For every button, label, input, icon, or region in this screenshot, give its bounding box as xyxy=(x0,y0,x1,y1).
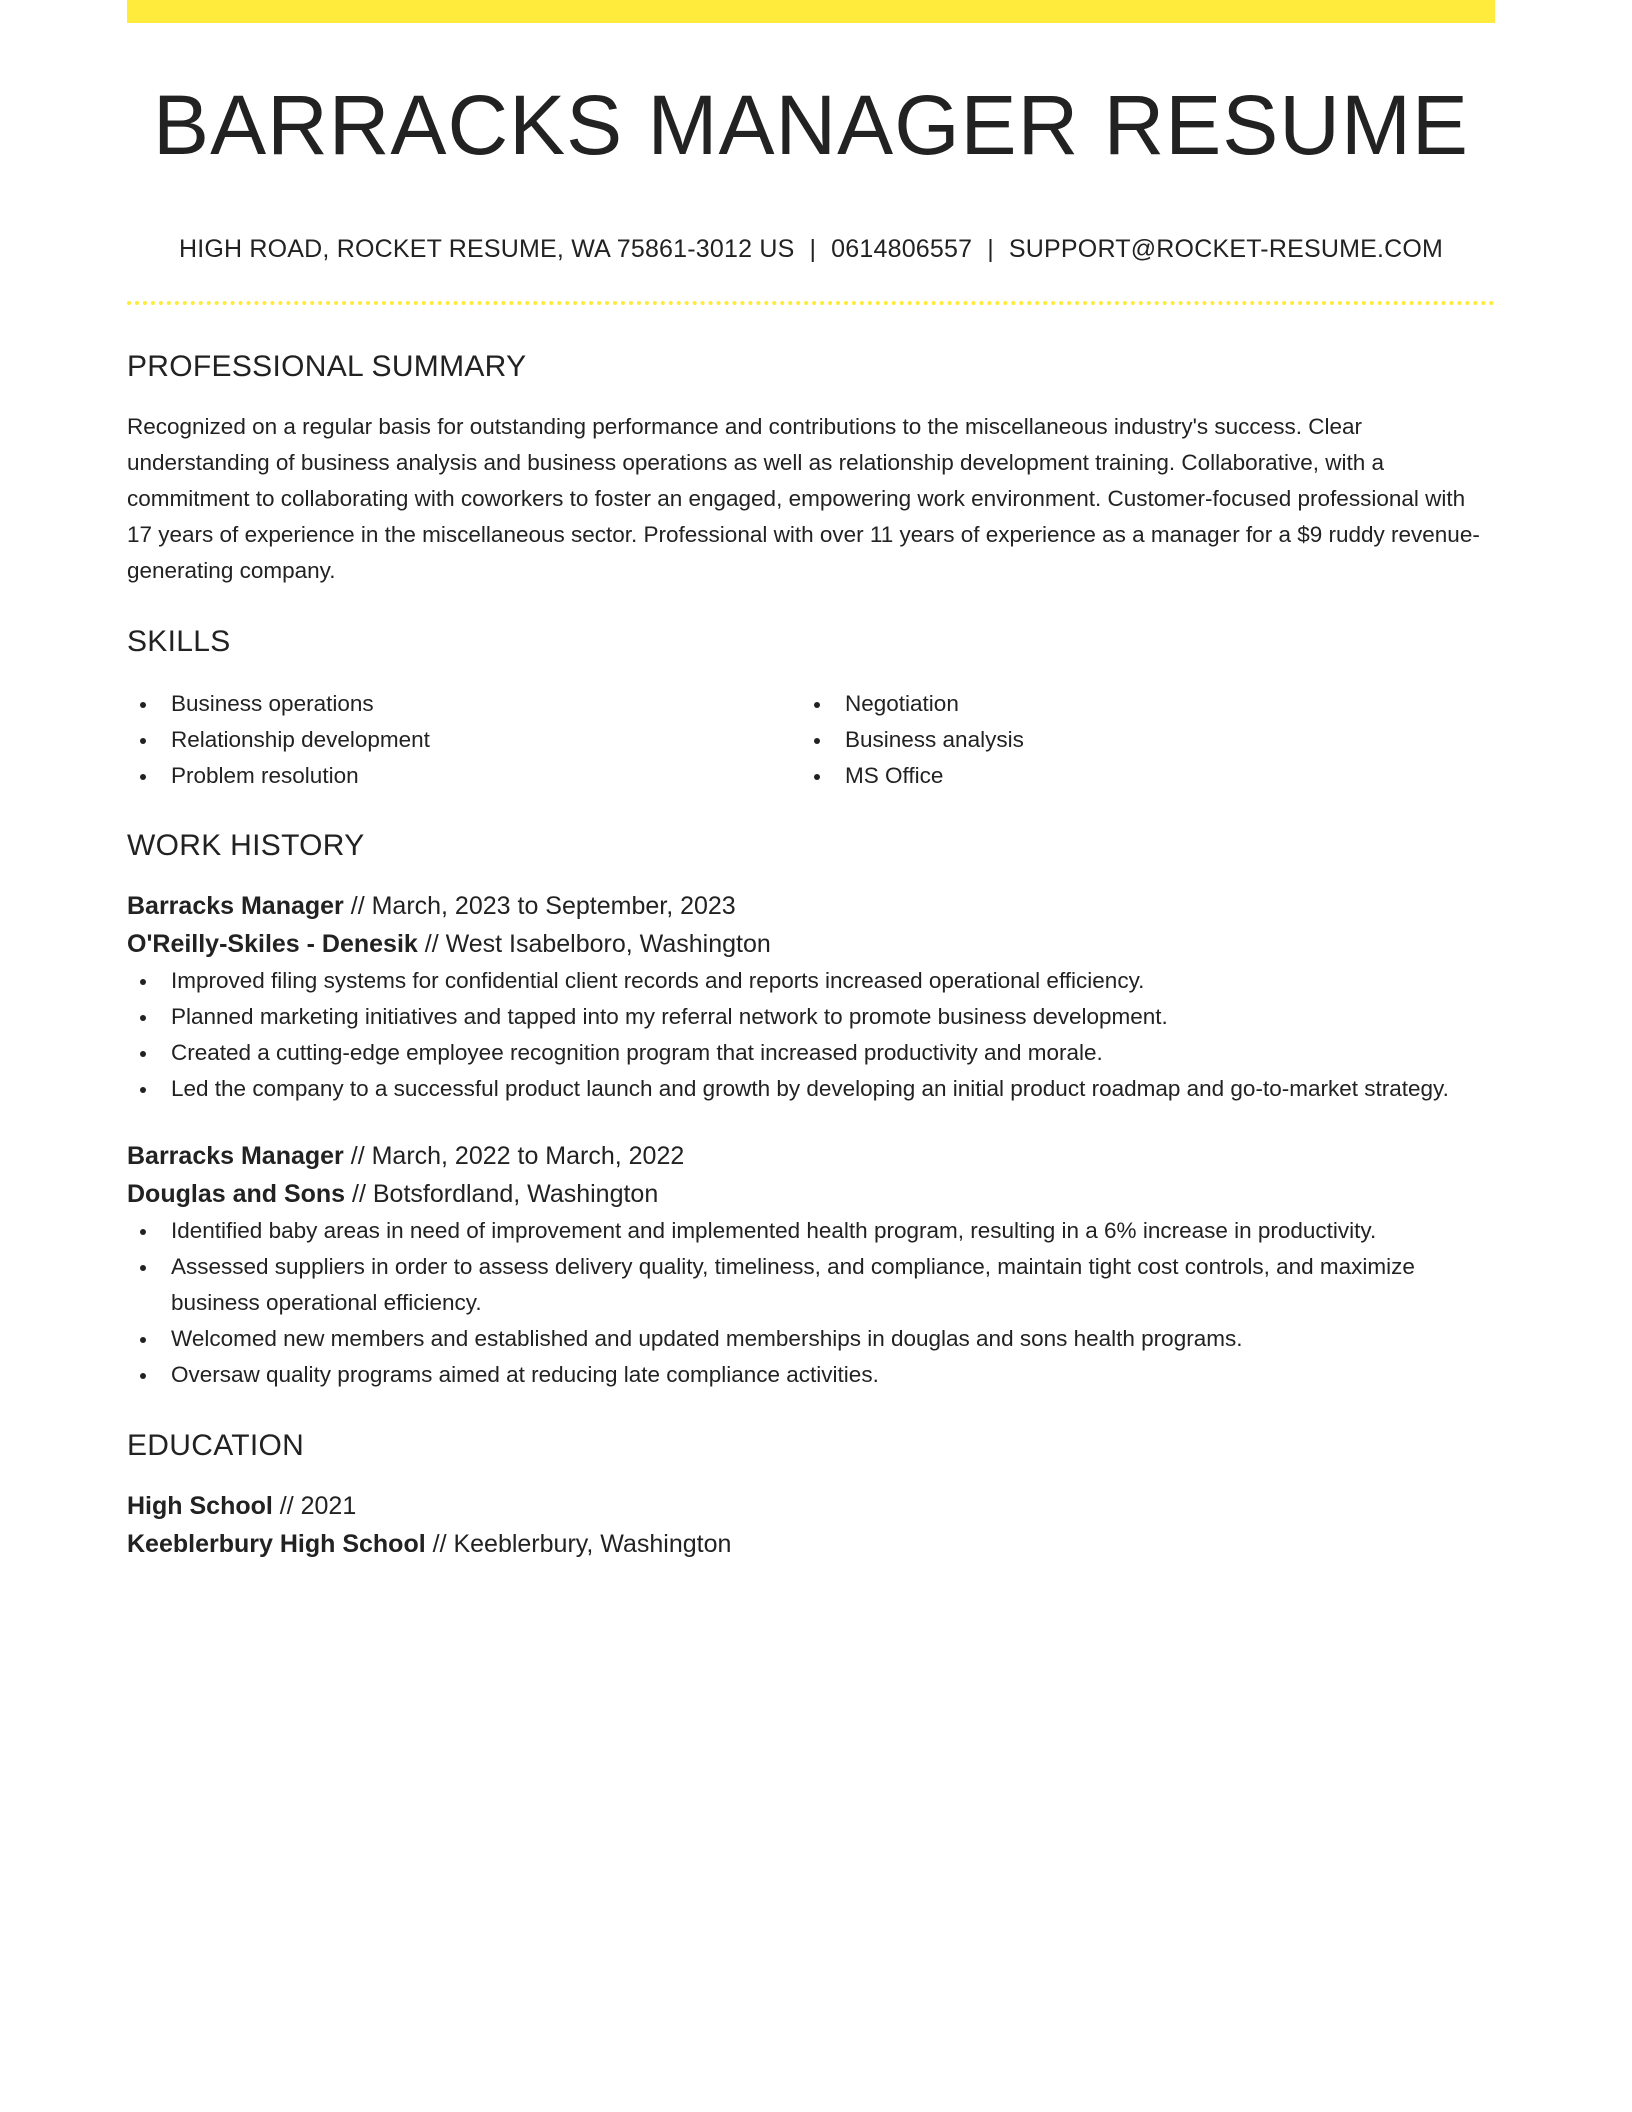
job-company-line xyxy=(127,925,1495,963)
work-history-heading: WORK HISTORY xyxy=(127,829,365,862)
job-bullets xyxy=(127,1213,1495,1393)
job-bullet: Oversaw quality programs aimed at reducing late compliance activities. xyxy=(127,1357,1495,1393)
skills-list xyxy=(127,686,1495,794)
summary-text: Recognized on a regular basis for outstanding performance and contributions to the miscellaneous industry's success. Clear understanding of business analysis and business operations as well as relationship development training. Collaborative, with a commitment to collaborating with coworkers to foster an engaged, empowering work environment. Customer-focused professional with 17 years of experience in the miscellaneous sector. Professional with over 11 years of experience as a manager for a $9 ruddy revenue-generating company. xyxy=(127,414,1480,583)
contact-separator: | xyxy=(987,235,994,263)
education-school: Keeblerbury High School xyxy=(127,1530,426,1558)
job-bullets xyxy=(127,963,1495,1107)
skill-item: Relationship development xyxy=(127,722,801,758)
job-company: O'Reilly-Skiles - Denesik xyxy=(127,930,418,958)
contact-line xyxy=(127,237,1495,262)
skill-item: Business analysis xyxy=(801,722,1475,758)
job-title: Barracks Manager xyxy=(127,1142,344,1170)
summary-heading: PROFESSIONAL SUMMARY xyxy=(127,350,527,383)
education-degree-line xyxy=(127,1487,1495,1525)
job-bullet: Created a cutting-edge employee recognition program that increased productivity and morale. xyxy=(127,1035,1495,1071)
job-location: // Botsfordland, Washington xyxy=(352,1180,659,1208)
skills-column-right xyxy=(801,686,1475,794)
accent-bar xyxy=(127,0,1495,23)
contact-phone: 0614806557 xyxy=(831,235,973,263)
header-divider xyxy=(127,301,1495,305)
skill-item: Negotiation xyxy=(801,686,1475,722)
skill-item: Problem resolution xyxy=(127,758,801,794)
job-dates: // March, 2023 to September, 2023 xyxy=(350,892,736,920)
job-bullet: Planned marketing initiatives and tapped into my referral network to promote business development. xyxy=(127,999,1495,1035)
job-bullet: Assessed suppliers in order to assess delivery quality, timeliness, and compliance, maintain tight cost controls, and maximize business operational efficiency. xyxy=(127,1249,1495,1321)
education-degree: High School xyxy=(127,1492,273,1520)
education-year: // 2021 xyxy=(279,1492,357,1520)
resume-page xyxy=(127,0,1495,1563)
skills-heading: SKILLS xyxy=(127,625,231,658)
job-title: Barracks Manager xyxy=(127,892,344,920)
skill-item: MS Office xyxy=(801,758,1475,794)
job-title-line xyxy=(127,1137,1495,1175)
contact-address: HIGH ROAD, ROCKET RESUME, WA 75861-3012 US xyxy=(178,235,795,263)
skills-column-left xyxy=(127,686,801,794)
job-bullet: Improved filing systems for confidential client records and reports increased operational efficiency. xyxy=(127,963,1495,999)
job-bullet: Identified baby areas in need of improvement and implemented health program, resulting in a 6% increase in productivity. xyxy=(127,1213,1495,1249)
contact-separator: | xyxy=(809,235,817,263)
skill-item: Business operations xyxy=(127,686,801,722)
education-heading: EDUCATION xyxy=(127,1429,305,1462)
job-dates: // March, 2022 to March, 2022 xyxy=(350,1142,685,1170)
resume-title: BARRACKS MANAGER RESUME xyxy=(153,78,1469,172)
job-title-line xyxy=(127,887,1495,925)
job-company-line xyxy=(127,1175,1495,1213)
job-company: Douglas and Sons xyxy=(127,1180,346,1208)
job-bullet: Welcomed new members and established and updated memberships in douglas and sons health programs. xyxy=(127,1321,1495,1357)
contact-email: SUPPORT@ROCKET-RESUME.COM xyxy=(1008,235,1444,263)
job-bullet: Led the company to a successful product launch and growth by developing an initial product roadmap and go-to-market strategy. xyxy=(127,1071,1495,1107)
education-location: // Keeblerbury, Washington xyxy=(432,1530,732,1558)
education-school-line xyxy=(127,1525,1495,1563)
job-location: // West Isabelboro, Washington xyxy=(424,930,771,958)
